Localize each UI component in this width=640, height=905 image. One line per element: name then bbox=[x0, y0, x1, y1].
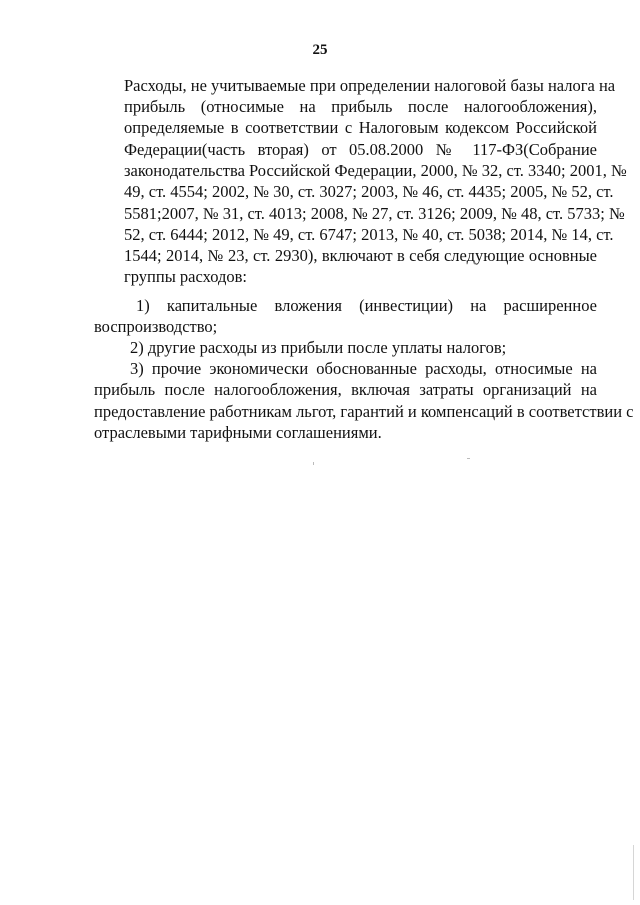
intro-line: 1544; 2014, № 23, ст. 2930), включают в себя следующие основные bbox=[124, 246, 597, 265]
list-line: предоставление работникам льгот, гарантий и компенсаций в соответствии с bbox=[94, 402, 634, 421]
intro-line: законодательства Российской Федерации, 2000, № 32, ст. 3340; 2001, № bbox=[124, 161, 627, 180]
intro-line: 49, ст. 4554; 2002, № 30, ст. 3027; 2003, № 46, ст. 4435; 2005, № 52, ст. bbox=[124, 182, 614, 201]
scan-speck bbox=[467, 458, 470, 459]
list-line: 1) капитальные вложения (инвестиции) на расширенное bbox=[136, 296, 597, 315]
intro-line: 52, ст. 6444; 2012, № 49, ст. 6747; 2013, № 40, ст. 5038; 2014, № 14, ст. bbox=[124, 225, 614, 244]
intro-line: определяемые в соответствии с Налоговым кодексом Российской bbox=[124, 118, 597, 137]
intro-line: прибыль (относимые на прибыль после налогообложения), bbox=[124, 97, 597, 116]
scan-speck bbox=[313, 462, 314, 465]
list-line: прибыль после налогообложения, включая затраты организаций на bbox=[94, 380, 597, 399]
scan-edge-mark bbox=[633, 845, 634, 900]
intro-line: 5581;2007, № 31, ст. 4013; 2008, № 27, ст. 3126; 2009, № 48, ст. 5733; № bbox=[124, 204, 625, 223]
list-line: воспроизводство; bbox=[94, 317, 218, 336]
intro-line: Расходы, не учитываемые при определении налоговой базы налога на bbox=[124, 76, 616, 95]
list-line: 2) другие расходы из прибыли после уплаты налогов; bbox=[130, 338, 507, 357]
intro-line: группы расходов: bbox=[124, 267, 248, 286]
page-number: 25 bbox=[312, 42, 328, 58]
list-line: 3) прочие экономически обоснованные расходы, относимые на bbox=[130, 359, 597, 378]
list-line: отраслевыми тарифными соглашениями. bbox=[94, 423, 382, 442]
intro-line: Федерации(часть вторая) от 05.08.2000 № 117-ФЗ(Собрание bbox=[124, 140, 597, 159]
